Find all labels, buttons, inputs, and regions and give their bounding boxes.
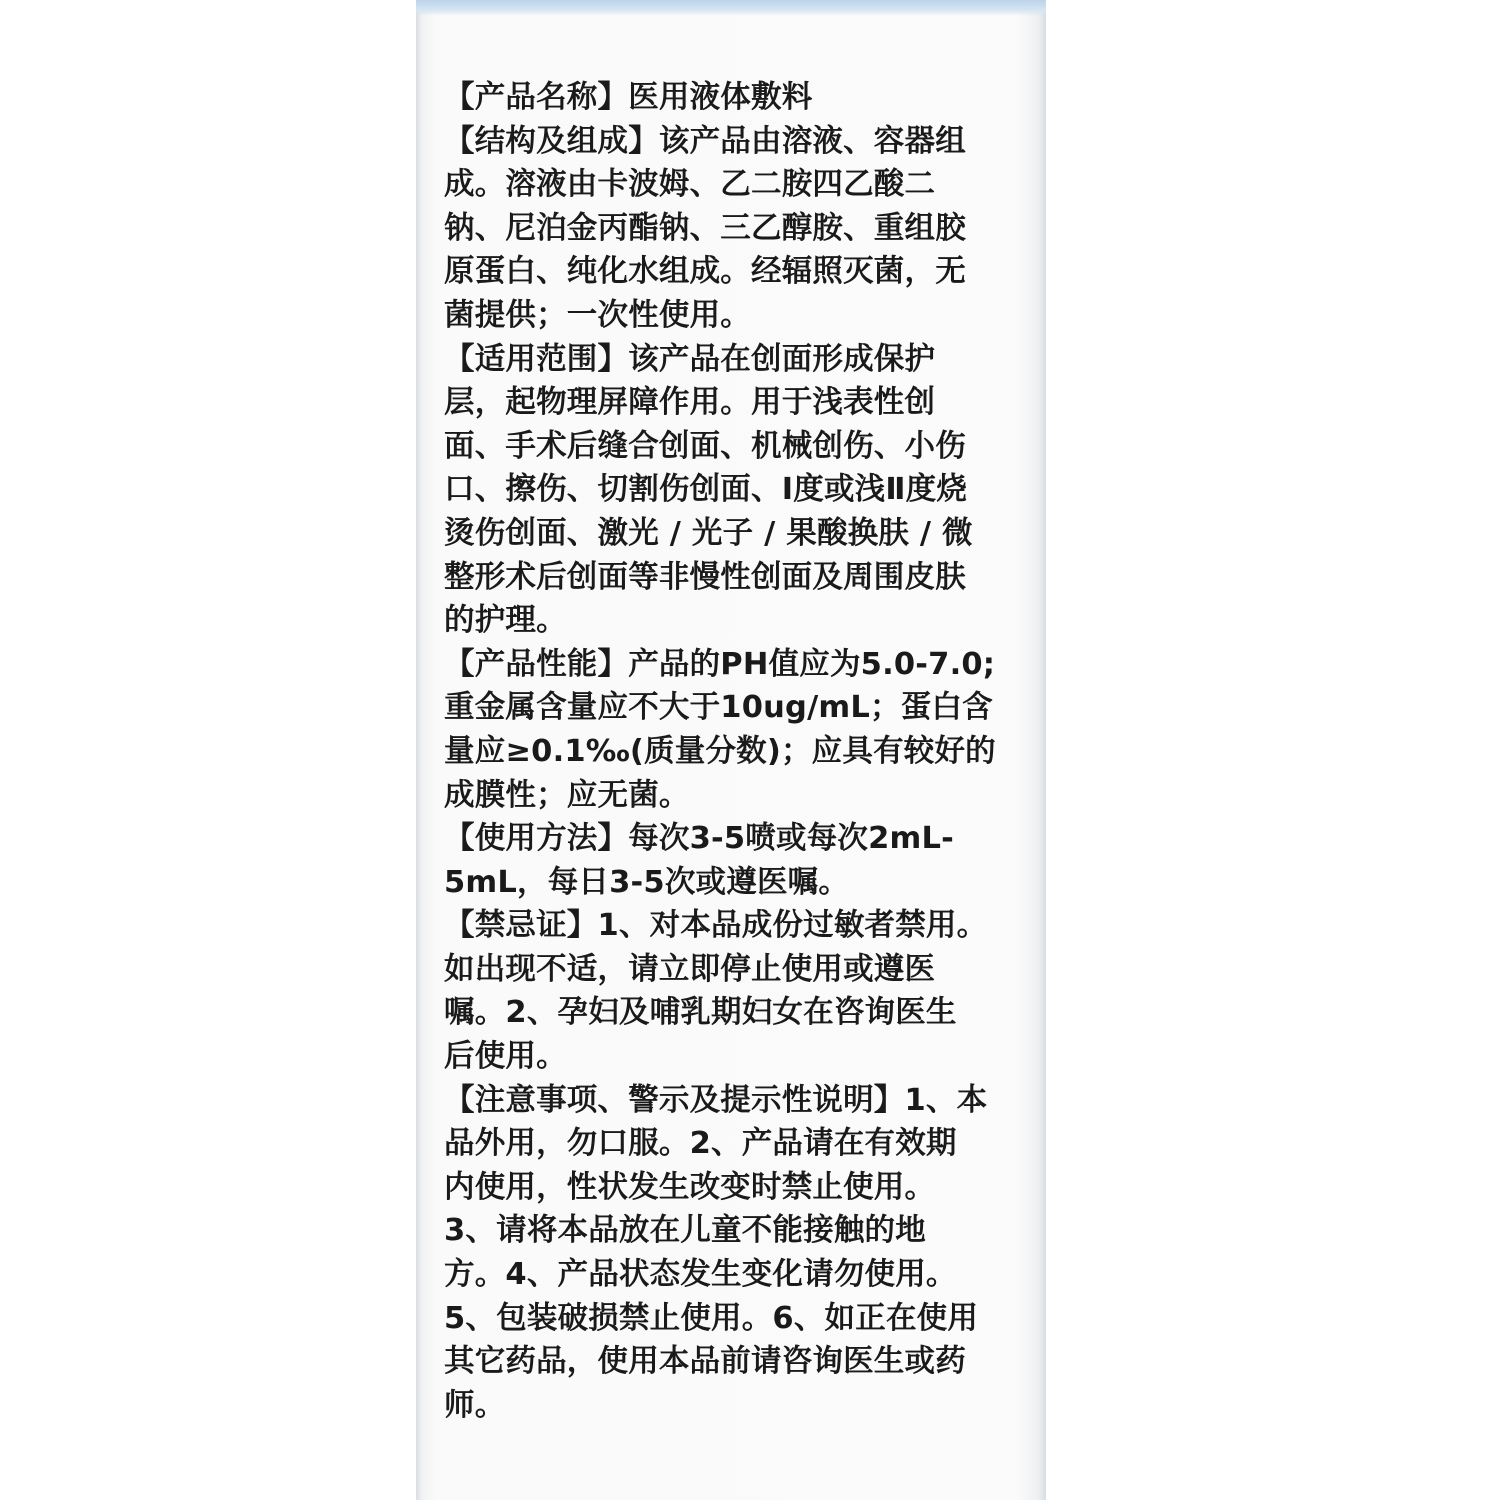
- section-performance: [444, 643, 1034, 817]
- text-line: 量应≥0.1‰(质量分数)；应具有较好的: [444, 733, 996, 769]
- text-line: 其它药品，使用本品前请咨询医生或药: [444, 1344, 966, 1380]
- section-usage: [444, 817, 1034, 904]
- top-color-band: [416, 0, 1046, 16]
- text-line: 口、擦伤、切割伤创面、Ⅰ度或浅Ⅱ度烧: [444, 472, 968, 508]
- instructions-text: [444, 76, 1034, 1427]
- section-product-name: [444, 76, 1034, 120]
- text-line: 【产品名称】医用液体敷料: [444, 80, 813, 115]
- text-line: 整形术后创面等非慢性创面及周围皮肤: [444, 559, 966, 595]
- text-line: 品外用，勿口服。2、产品请在有效期: [444, 1126, 957, 1162]
- text-line: 层，起物理屏障作用。用于浅表性创: [444, 385, 936, 421]
- section-contraindications: [444, 904, 1034, 1078]
- text-line: 5mL，每日3-5次或遵医嘱。: [444, 864, 850, 900]
- text-line: 【禁忌证】1、对本品成份过敏者禁用。: [444, 908, 988, 944]
- section-structure: [444, 120, 1034, 338]
- text-line: 重金属含量应不大于10ug/mL；蛋白含: [444, 690, 993, 726]
- text-line: 后使用。: [444, 1039, 567, 1075]
- label-panel: [416, 0, 1046, 1500]
- text-line: 嘱。2、孕妇及哺乳期妇女在咨询医生: [444, 995, 957, 1031]
- text-line: 3、请将本品放在儿童不能接触的地: [444, 1213, 926, 1249]
- text-line: 【注意事项、警示及提示性说明】1、本: [444, 1082, 988, 1118]
- text-line: 方。4、产品状态发生变化请勿使用。: [444, 1257, 957, 1293]
- text-line: 【结构及组成】该产品由溶液、容器组: [444, 123, 966, 159]
- text-line: 菌提供；一次性使用。: [444, 297, 751, 333]
- text-line: 内使用，性状发生改变时禁止使用。: [444, 1169, 936, 1205]
- text-line: 5、包装破损禁止使用。6、如正在使用: [444, 1300, 979, 1336]
- text-line: 【适用范围】该产品在创面形成保护: [444, 341, 936, 377]
- text-line: 面、手术后缝合创面、机械创伤、小伤: [444, 428, 966, 464]
- section-precautions: [444, 1079, 1034, 1428]
- text-line: 如出现不适，请立即停止使用或遵医: [444, 951, 936, 987]
- text-line: 成。溶液由卡波姆、乙二胺四乙酸二: [444, 167, 936, 203]
- text-line: 的护理。: [444, 603, 567, 639]
- text-line: 钠、尼泊金丙酯钠、三乙醇胺、重组胶: [444, 210, 966, 246]
- text-line: 【产品性能】产品的PH值应为5.0-7.0;: [444, 646, 996, 682]
- section-scope: [444, 338, 1034, 643]
- text-line: 成膜性；应无菌。: [444, 777, 690, 813]
- text-line: 烫伤创面、激光 / 光子 / 果酸换肤 / 微: [444, 515, 973, 551]
- text-line: 师。: [444, 1387, 506, 1423]
- text-line: 【使用方法】每次3-5喷或每次2mL-: [444, 821, 954, 857]
- text-line: 原蛋白、纯化水组成。经辐照灭菌，无: [444, 254, 966, 290]
